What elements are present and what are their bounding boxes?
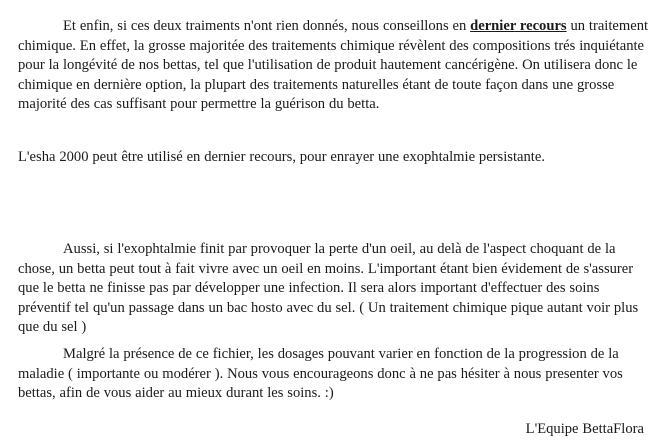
emphasis-last-resort: dernier recours: [470, 18, 567, 34]
paragraph-text: Et enfin, si ces deux traiments n'ont rien donnés, nous conseillons en: [63, 18, 471, 34]
paragraph-chemical-treatment: [18, 17, 654, 115]
paragraph-dosage-advice: Malgré la présence de ce fichier, les dosages pouvant varier en fonction de la progression de la maladie ( importante ou modérer ). Nous vous encourageons donc à ne pas hésiter à nous presenter vos bettas, afin de vous aider au mieux durant les soins. :): [18, 346, 623, 402]
signature: L'Equipe BettaFlora: [525, 421, 644, 437]
paragraph-esha-2000: L'esha 2000 peut être utilisé en dernier recours, pour enrayer une exophtalmie persistante.: [18, 149, 545, 165]
paragraph-eye-loss: Aussi, si l'exophtalmie finit par provoquer la perte d'un oeil, au delà de l'aspect choquant de la chose, un betta peut tout à fait vivre avec un oeil en moins. L'important étant bien évidement de s'assurer que le betta ne finisse pas par développer une infection. Il sera alors important d'effectuer des soins préventif tel qu'un passage dans un bac hosto avec du sel. ( Un traitement chimique pique autant voir plus que du sel ): [18, 241, 639, 336]
paragraph-text: un traitement chimique. En effet, la grosse majoritée des traitements chimique révèlent des compositions trés inquiétante pour la longévité de nos bettas, tel que l'utilisation de produit hautement cancérigène. On utilisera donc le chimique en dernière option, la plupart des traitements naturelles étant de toute façon dans une grosse majorité des cas suffisant pour permettre la guérison du betta.: [18, 18, 649, 113]
